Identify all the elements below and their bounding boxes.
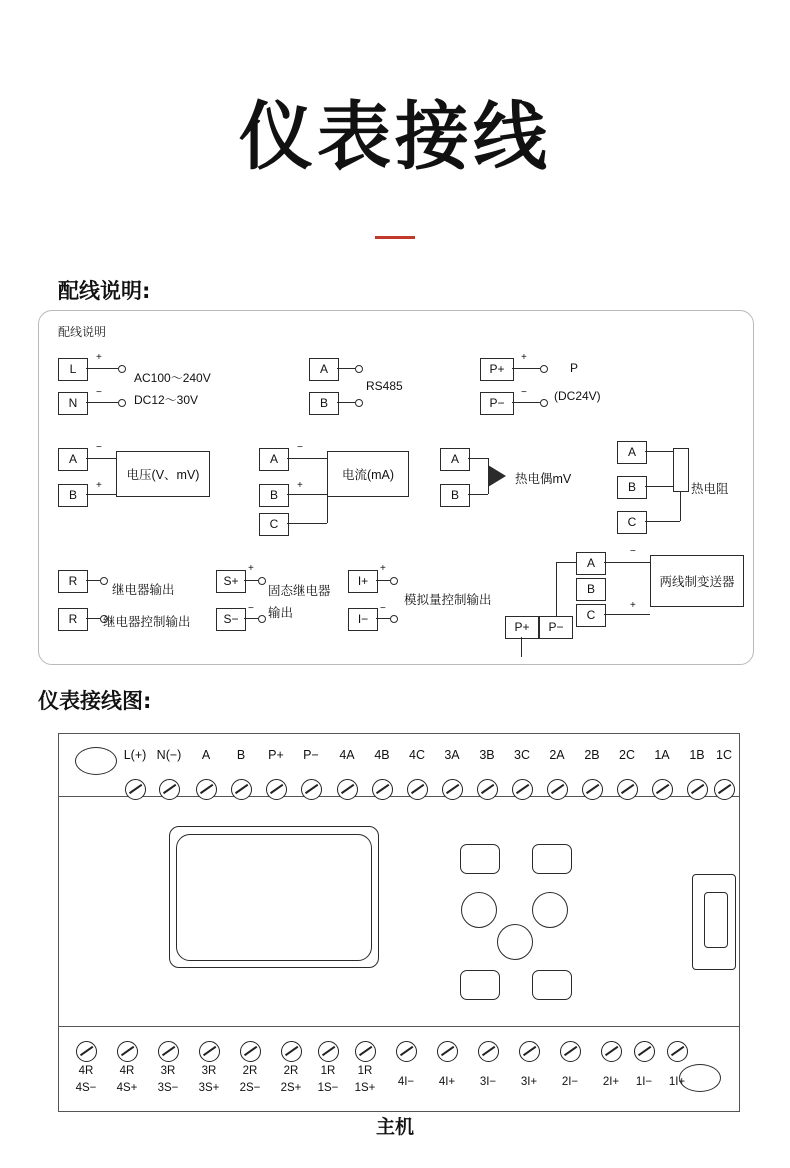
device-two-wire-transmitter: 两线制变送器 [650, 555, 744, 607]
wire-P-plus [512, 368, 540, 369]
tx-plus-sign: + [630, 600, 636, 611]
wire-voltage-B [86, 494, 116, 495]
terminal-relay-R1: R [58, 570, 88, 593]
button-top-right[interactable] [532, 844, 572, 874]
wire-ai-2 [376, 618, 390, 619]
top-terminal-label-6: P− [303, 748, 319, 762]
current-plus-sign: + [297, 480, 303, 491]
bottom-terminal-bottom-label-6: 2S+ [280, 1082, 302, 1094]
analog-output-label: 模拟量控制输出 [404, 593, 492, 607]
button-left[interactable] [461, 892, 497, 928]
top-terminal-label-17: 1B [689, 748, 705, 762]
terminal-dot-ai-2 [390, 615, 398, 623]
top-terminal-label-14: 2B [584, 748, 600, 762]
top-terminal-label-13: 2A [549, 748, 565, 762]
terminal-dot-relay-1 [100, 577, 108, 585]
button-top-left[interactable] [460, 844, 500, 874]
p24-minus-sign: − [521, 387, 527, 398]
wire-N [86, 402, 118, 403]
button-bottom-right[interactable] [532, 970, 572, 1000]
relay-control-output-label: 继电器控制输出 [103, 615, 191, 629]
device-current: 电流(mA) [327, 451, 409, 497]
wire-current-A [287, 458, 327, 459]
bottom-screw-10[interactable] [437, 1041, 458, 1062]
thermocouple-label: 热电偶mV [515, 472, 572, 486]
bottom-screw-11[interactable] [478, 1041, 499, 1062]
wire-P-minus [512, 402, 540, 403]
top-terminal-label-15: 2C [619, 748, 635, 762]
terminal-tx-B: B [576, 578, 606, 601]
rs485-label: RS485 [366, 379, 403, 393]
terminal-dot-L [118, 365, 126, 373]
bottom-terminal-bottom-label-2: 4S+ [116, 1082, 138, 1094]
terminal-P-plus: P+ [480, 358, 514, 381]
wire-rtd-C [645, 521, 680, 522]
diagram-caption: 主机 [375, 1116, 414, 1138]
tx-minus-sign: − [630, 546, 636, 557]
bottom-screw-15[interactable] [634, 1041, 655, 1062]
p24-sub-label: (DC24V) [554, 389, 601, 403]
wire-tc-B [468, 494, 488, 495]
terminal-N: N [58, 392, 88, 415]
wire-tc-A [468, 458, 488, 459]
wire-tx-A [604, 562, 650, 563]
top-screw-10[interactable] [442, 779, 463, 800]
wire-rs485-B [337, 402, 355, 403]
thermocouple-icon [488, 465, 506, 487]
bottom-terminal-bottom-label-1: 4S− [75, 1082, 97, 1094]
terminal-tx-A: A [576, 552, 606, 575]
top-screw-3[interactable] [196, 779, 217, 800]
voltage-plus-sign: + [96, 480, 102, 491]
top-terminal-label-10: 3A [444, 748, 460, 762]
top-terminal-label-12: 3C [514, 748, 530, 762]
button-center[interactable] [497, 924, 533, 960]
ai-plus-sign: + [380, 563, 386, 574]
top-screw-9[interactable] [407, 779, 428, 800]
terminal-dot-rs485-A [355, 365, 363, 373]
top-screw-15[interactable] [617, 779, 638, 800]
bottom-screw-5[interactable] [240, 1041, 261, 1062]
power-dc-label: DC12～30V [134, 393, 199, 407]
ssr-label-line2: 输出 [268, 606, 294, 620]
top-terminal-label-16: 1A [654, 748, 670, 762]
button-right[interactable] [532, 892, 568, 928]
top-screw-12[interactable] [512, 779, 533, 800]
top-screw-6[interactable] [301, 779, 322, 800]
wire-tx-top [556, 562, 576, 563]
top-screw-4[interactable] [231, 779, 252, 800]
terminal-L: L [58, 358, 88, 381]
bottom-screw-8[interactable] [355, 1041, 376, 1062]
bottom-terminal-bottom-label-16: 1I+ [668, 1076, 686, 1088]
top-screw-17[interactable] [687, 779, 708, 800]
top-terminal-label-4: B [236, 748, 246, 762]
power-plus-sign: + [96, 352, 102, 363]
bottom-screw-1[interactable] [76, 1041, 97, 1062]
wire-tx-pplus-down [521, 637, 522, 657]
button-bottom-left[interactable] [460, 970, 500, 1000]
top-terminal-label-5: P+ [268, 748, 284, 762]
power-minus-sign: − [96, 387, 102, 398]
bottom-terminal-top-label-2: 4R [119, 1065, 135, 1077]
wire-L [86, 368, 118, 369]
wiring-section-heading: 配线说明: [58, 279, 151, 303]
top-screw-14[interactable] [582, 779, 603, 800]
terminal-tx-P-minus: P− [539, 616, 573, 639]
bottom-terminal-bottom-label-8: 1S+ [354, 1082, 376, 1094]
terminal-voltage-A: A [58, 448, 88, 471]
top-terminal-label-18: 1C [716, 748, 732, 762]
top-terminal-label-2: N(−) [156, 748, 182, 762]
ssr-plus-sign: + [248, 563, 254, 574]
terminal-dot-P-minus [540, 399, 548, 407]
bottom-terminal-bottom-label-11: 3I− [479, 1076, 497, 1088]
wire-relay-2 [86, 618, 100, 619]
terminal-ssr-plus: S+ [216, 570, 246, 593]
terminal-ai-minus: I− [348, 608, 378, 631]
bottom-terminal-top-label-7: 1R [320, 1065, 336, 1077]
top-terminal-label-3: A [201, 748, 211, 762]
terminal-tc-A: A [440, 448, 470, 471]
top-screw-13[interactable] [547, 779, 568, 800]
display-screen-inner [176, 834, 372, 961]
title-divider [375, 236, 415, 239]
wire-ai-1 [376, 580, 390, 581]
current-minus-sign: − [297, 442, 303, 453]
bottom-screw-9[interactable] [396, 1041, 417, 1062]
instrument-bottom-divider [59, 1026, 739, 1027]
terminal-current-C: C [259, 513, 289, 536]
bottom-screw-3[interactable] [158, 1041, 179, 1062]
device-voltage: 电压(V、mV) [116, 451, 210, 497]
top-screw-1[interactable] [125, 779, 146, 800]
terminal-ai-plus: I+ [348, 570, 378, 593]
rtd-element-icon [673, 448, 689, 492]
bottom-terminal-top-label-4: 3R [201, 1065, 217, 1077]
relay-output-label: 继电器输出 [112, 583, 175, 597]
top-screw-7[interactable] [337, 779, 358, 800]
bottom-terminal-top-label-3: 3R [160, 1065, 176, 1077]
top-screw-5[interactable] [266, 779, 287, 800]
bottom-terminal-bottom-label-14: 2I+ [602, 1076, 620, 1088]
power-ac-label: AC100～240V [134, 371, 211, 385]
bottom-terminal-top-label-8: 1R [357, 1065, 373, 1077]
top-screw-8[interactable] [372, 779, 393, 800]
terminal-P-minus: P− [480, 392, 514, 415]
bottom-screw-7[interactable] [318, 1041, 339, 1062]
bottom-terminal-bottom-label-3: 3S− [157, 1082, 179, 1094]
bottom-terminal-bottom-label-7: 1S− [317, 1082, 339, 1094]
bottom-terminal-bottom-label-9: 4I− [397, 1076, 415, 1088]
terminal-voltage-B: B [58, 484, 88, 507]
terminal-current-A: A [259, 448, 289, 471]
top-screw-2[interactable] [159, 779, 180, 800]
wire-tx-left [556, 562, 557, 616]
bottom-screw-6[interactable] [281, 1041, 302, 1062]
terminal-ssr-minus: S− [216, 608, 246, 631]
bottom-screw-16[interactable] [667, 1041, 688, 1062]
top-terminal-label-9: 4C [409, 748, 425, 762]
terminal-dot-P-plus [540, 365, 548, 373]
top-terminal-label-7: 4A [339, 748, 355, 762]
rtd-label: 热电阻 [691, 482, 729, 496]
terminal-dot-ssr-2 [258, 615, 266, 623]
bottom-terminal-bottom-label-13: 2I− [561, 1076, 579, 1088]
p24-plus-sign: + [521, 352, 527, 363]
p24-label: P [570, 361, 579, 375]
wire-current-C [287, 523, 327, 524]
ssr-label-line1: 固态继电器 [268, 584, 331, 598]
terminal-dot-rs485-B [355, 399, 363, 407]
diagram-section-heading: 仪表接线图: [38, 689, 152, 713]
terminal-dot-ssr-1 [258, 577, 266, 585]
terminal-rs485-B: B [309, 392, 339, 415]
wire-rs485-A [337, 368, 355, 369]
top-screw-11[interactable] [477, 779, 498, 800]
bottom-terminal-bottom-label-5: 2S− [239, 1082, 261, 1094]
terminal-tx-C: C [576, 604, 606, 627]
terminal-current-B: B [259, 484, 289, 507]
wire-tx-C [604, 614, 650, 615]
terminal-tc-B: B [440, 484, 470, 507]
top-terminal-label-11: 3B [479, 748, 495, 762]
top-screw-18[interactable] [714, 779, 735, 800]
bottom-terminal-bottom-label-12: 3I+ [520, 1076, 538, 1088]
terminal-rtd-A: A [617, 441, 647, 464]
ai-minus-sign: − [380, 603, 386, 614]
bottom-terminal-top-label-6: 2R [283, 1065, 299, 1077]
bottom-terminal-bottom-label-4: 3S+ [198, 1082, 220, 1094]
bottom-terminal-top-label-1: 4R [78, 1065, 94, 1077]
terminal-rs485-A: A [309, 358, 339, 381]
ssr-minus-sign: − [248, 603, 254, 614]
terminal-dot-N [118, 399, 126, 407]
bottom-screw-4[interactable] [199, 1041, 220, 1062]
side-connector-inner [704, 892, 728, 948]
bottom-terminal-bottom-label-15: 1I− [635, 1076, 653, 1088]
wire-relay-1 [86, 580, 100, 581]
top-terminal-label-8: 4B [374, 748, 390, 762]
terminal-rtd-C: C [617, 511, 647, 534]
bottom-terminal-bottom-label-10: 4I+ [438, 1076, 456, 1088]
wire-ssr-2 [244, 618, 258, 619]
page-title: 仪表接线 [239, 94, 551, 180]
panel-label: 配线说明 [58, 325, 107, 339]
terminal-rtd-B: B [617, 476, 647, 499]
bottom-screw-2[interactable] [117, 1041, 138, 1062]
terminal-tx-P-plus: P+ [505, 616, 539, 639]
wire-voltage-A [86, 458, 116, 459]
voltage-minus-sign: − [96, 442, 102, 453]
bottom-terminal-top-label-5: 2R [242, 1065, 258, 1077]
bottom-screw-13[interactable] [560, 1041, 581, 1062]
terminal-relay-R2: R [58, 608, 88, 631]
terminal-dot-ai-1 [390, 577, 398, 585]
mounting-hole-top [75, 747, 117, 775]
bottom-screw-14[interactable] [601, 1041, 622, 1062]
wire-ssr-1 [244, 580, 258, 581]
top-terminal-label-1: L(+) [123, 748, 147, 762]
wire-current-B [287, 494, 327, 495]
top-screw-16[interactable] [652, 779, 673, 800]
bottom-screw-12[interactable] [519, 1041, 540, 1062]
